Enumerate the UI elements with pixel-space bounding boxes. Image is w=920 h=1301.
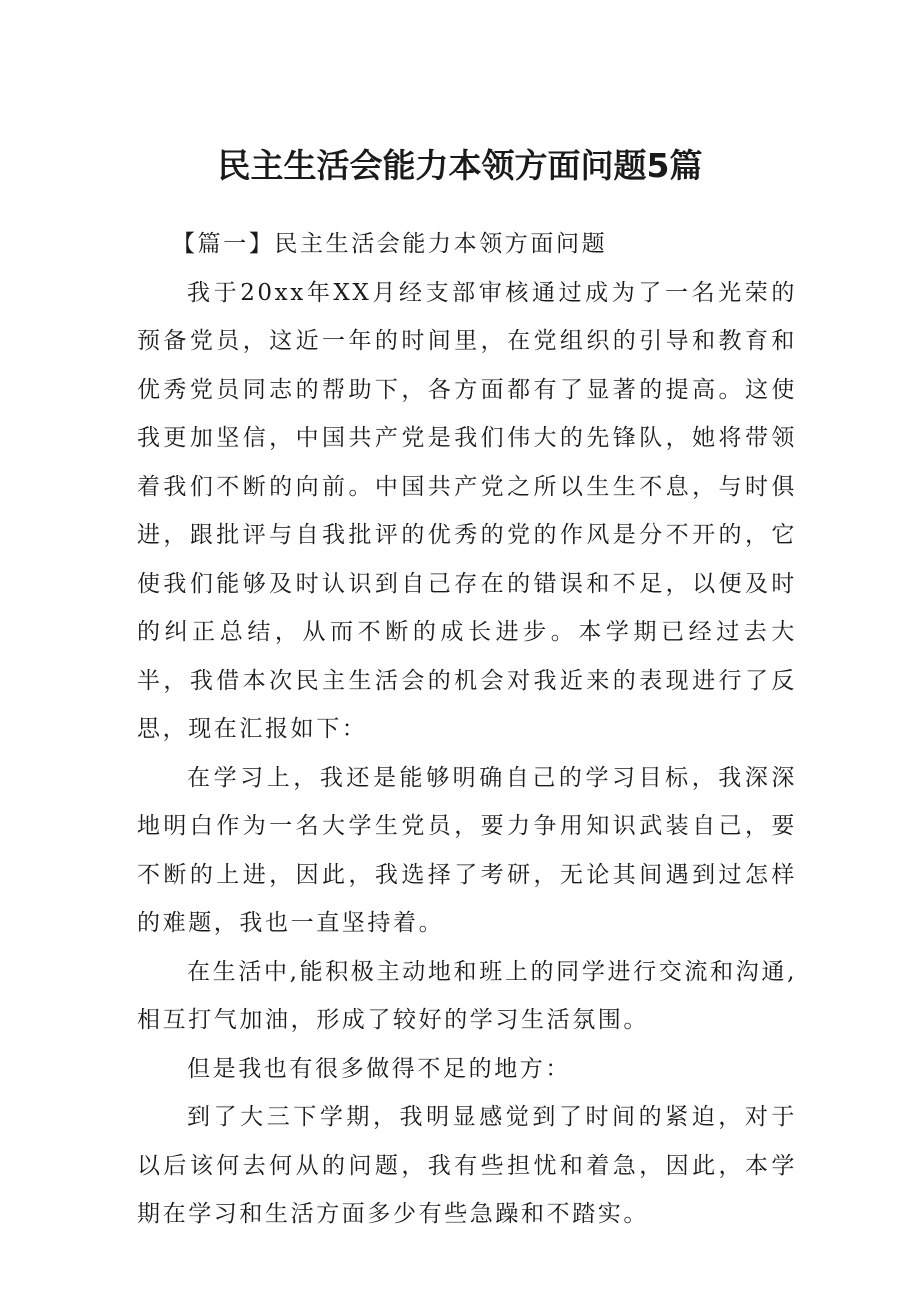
paragraph: 在生活中,能积极主动地和班上的同学进行交流和沟通,相互打气加油，形成了较好的学习生活氛围。 [137, 958, 797, 1033]
paragraph: 到了大三下学期，我明显感觉到了时间的紧迫，对于以后该何去何从的问题，我有些担忧和着急，因此，本学期在学习和生活方面多少有些急躁和不踏实。 [137, 1104, 797, 1227]
paragraph: 但是我也有很多做得不足的地方： [187, 1055, 571, 1082]
paragraph: 我于20xx年XX月经支部审核通过成为了一名光荣的预备党员，这近一年的时间里，在党组织的引导和教育和优秀党员同志的帮助下，各方面都有了显著的提高。这使我更加坚信，中国共产党是我们伟大的先锋队，她将带领着我们不断的向前。中国共产党之所以生生不息，与时俱进，跟批评与自我批评的优秀的党的作风是分不开的，它使我们能够及时认识到自己存在的错误和不足，以便及时的纠正总结，从而不断的成长进步。本学期已经过去大半，我借本次民主生活会的机会对我近来的表现进行了反思，现在汇报如下： [137, 279, 797, 742]
section-heading: 【篇一】民主生活会能力本领方面问题 [172, 231, 608, 257]
document-body [137, 220, 797, 1239]
paragraph: 在学习上，我还是能够明确自己的学习目标，我深深地明白作为一名大学生党员，要力争用知识武装自己，要不断的上进，因此，我选择了考研，无论其间遇到过怎样的难题，我也一直坚持着。 [137, 764, 797, 936]
document-title: 民主生活会能力本领方面问题5篇 [217, 146, 703, 185]
